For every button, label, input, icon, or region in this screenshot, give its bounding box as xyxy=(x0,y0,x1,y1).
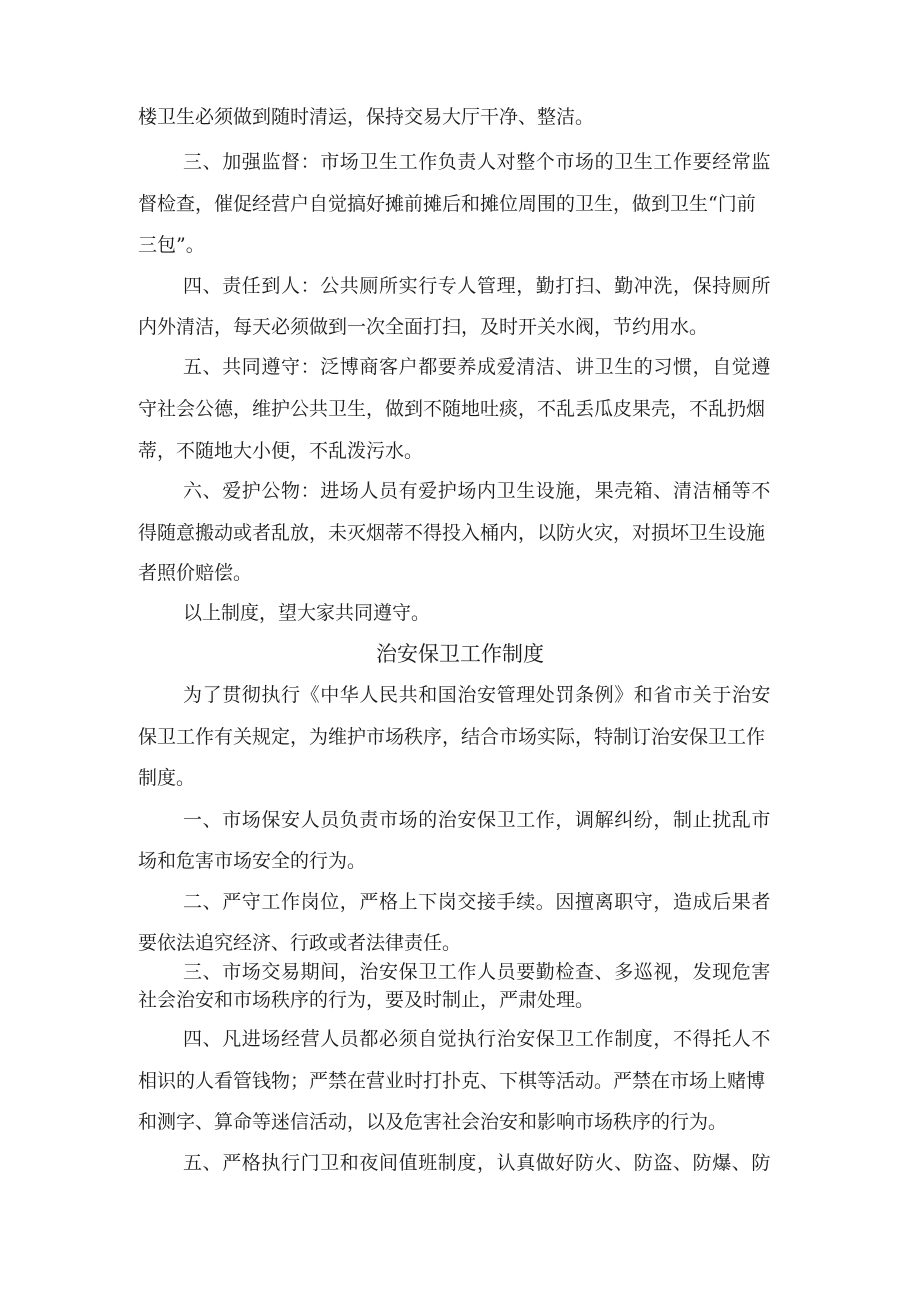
paragraph-line: 守社会公德，维护公共卫生，做到不随地吐痰，不乱丢瓜皮果壳，不乱扔烟 xyxy=(138,398,766,420)
paragraph-line: 得随意搬动或者乱放，未灭烟蒂不得投入桶内，以防火灾，对损坏卫生设施 xyxy=(138,522,766,544)
paragraph-line: 督检查，催促经营户自觉搞好摊前摊后和摊位周围的卫生，做到卫生“门前 xyxy=(138,193,756,215)
paragraph-line: 社会治安和市场秩序的行为，要及时制止，严肃处理。 xyxy=(138,989,595,1011)
paragraph-line: 四、凡进场经营人员都必须自觉执行治安保卫工作制度，不得托人不 xyxy=(183,1028,772,1050)
paragraph-line: 蒂，不随地大小便，不乱泼污水。 xyxy=(138,440,424,462)
paragraph-line: 三、市场交易期间，治安保卫工作人员要勤检查、多巡视，发现危害 xyxy=(183,961,772,983)
paragraph-line: 者照价赔偿。 xyxy=(138,562,253,584)
paragraph-line: 相识的人看管钱物；严禁在营业时打扑克、下棋等活动。严禁在市场上赌博 xyxy=(138,1070,766,1092)
paragraph-line: 一、市场保安人员负责市场的治安保卫工作，调解纠纷，制止扰乱市 xyxy=(183,809,772,831)
paragraph-line: 内外清洁，每天必须做到一次全面打扫，及时开关水阀，节约用水。 xyxy=(138,316,709,338)
paragraph-line: 场和危害市场安全的行为。 xyxy=(138,850,367,872)
paragraph-line: 和测字、算命等迷信活动，以及危害社会治安和影响市场秩序的行为。 xyxy=(138,1111,728,1133)
paragraph-line: 保卫工作有关规定，为维护市场秩序，结合市场实际，特制订治安保卫工作 xyxy=(138,726,766,748)
paragraph-line: 三包”。 xyxy=(138,234,205,256)
section-title: 治安保卫工作制度 xyxy=(376,642,544,666)
paragraph-line: 四、责任到人：公共厕所实行专人管理，勤打扫、勤冲洗，保持厕所 xyxy=(183,275,772,297)
paragraph-line: 制度。 xyxy=(138,767,196,789)
paragraph-line: 要依法追究经济、行政或者法律责任。 xyxy=(138,932,462,954)
paragraph-line: 为了贯彻执行《中华人民共和国治安管理处罚条例》和省市关于治安 xyxy=(183,684,772,706)
paragraph-line: 二、严守工作岗位，严格上下岗交接手续。因擅离职守，造成后果者 xyxy=(183,891,772,913)
paragraph-line: 三、加强监督：市场卫生工作负责人对整个市场的卫生工作要经常监 xyxy=(183,151,772,173)
paragraph-line: 以上制度，望大家共同遵守。 xyxy=(183,602,431,624)
paragraph-line: 五、共同遵守：泛博商客户都要养成爱清洁、讲卫生的习惯，自觉遵 xyxy=(183,356,772,378)
paragraph-line: 六、爱护公物：进场人员有爱护场内卫生设施，果壳箱、清洁桶等不 xyxy=(183,480,772,502)
paragraph-line: 五、严格执行门卫和夜间值班制度，认真做好防火、防盗、防爆、防 xyxy=(183,1152,772,1174)
paragraph-line: 楼卫生必须做到随时清运，保持交易大厅干净、整洁。 xyxy=(138,106,595,128)
